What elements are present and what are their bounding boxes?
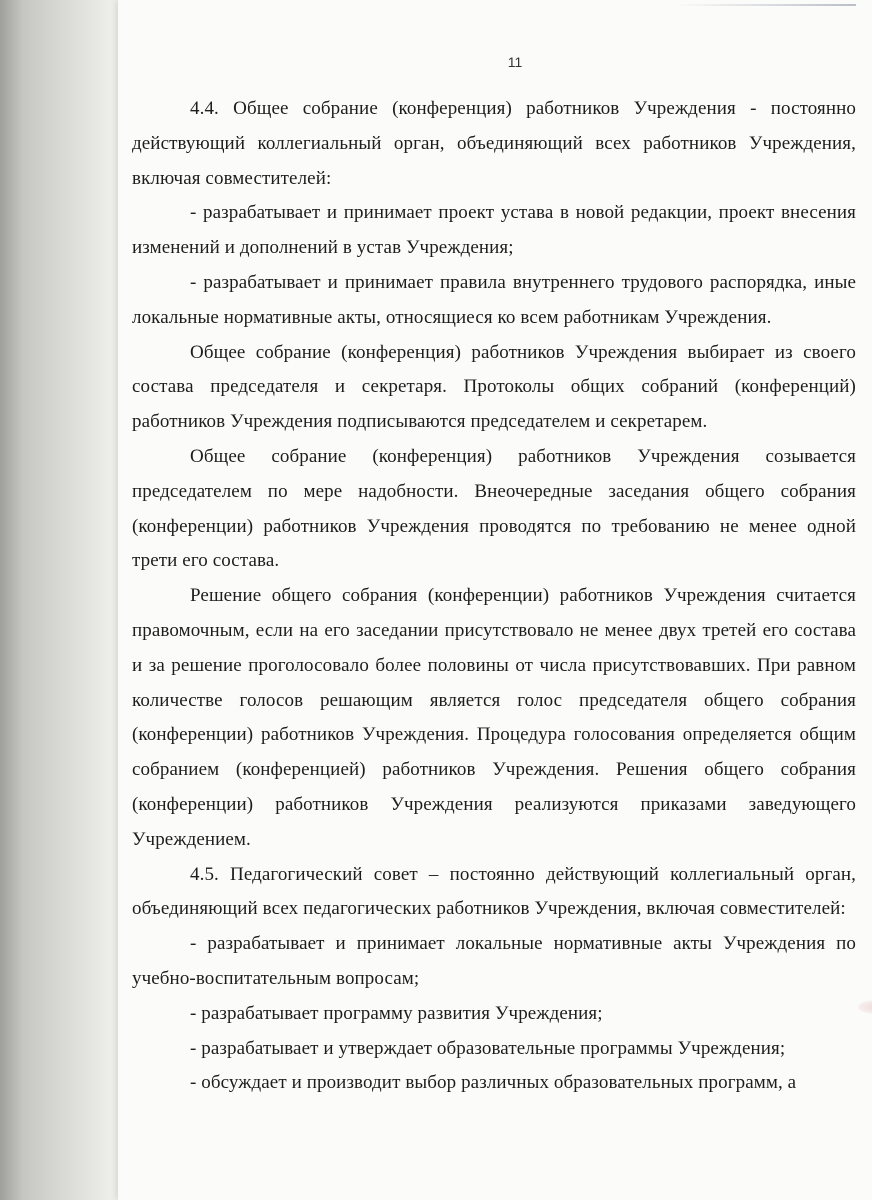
paragraph: Решение общего собрания (конференции) работников Учреждения считается правомочным, если на его заседании присутствовало не менее двух третей его состава и за решение проголосовало более половины от числа присутствовавших. При равном количестве голосов решающим является голос председателя общего собрания (конференции) работников Учреждения. Процедура голосования определяется общим собранием (конференцией) работников Учреждения. Решения общего собрания (конференции) работников Учреждения реализуются приказами заведующего Учреждением. — [132, 585, 856, 850]
paragraph: Общее собрание (конференция) работников Учреждения выбирает из своего состава председателя и секретаря. Протоколы общих собраний (конференций) работников Учреждения подписываются председателем и секретарем. — [132, 341, 856, 433]
page-number: 11 — [507, 54, 523, 70]
scan-edge-shadow — [0, 0, 24, 1200]
list-item: - разрабатывает программу развития Учреждения; — [190, 1002, 603, 1024]
list-item: - разрабатывает и принимает проект устава в новой редакции, проект внесения изменений и дополнений в устав Учреждения; — [132, 202, 856, 259]
document-body — [132, 92, 856, 1101]
paragraph-4-4: 4.4. Общее собрание (конференция) работников Учреждения - постоянно действующий коллегиальный орган, объединяющий всех работников Учреждения, включая совместителей: — [132, 98, 856, 189]
list-item: - обсуждает и производит выбор различных образовательных программ, а — [190, 1072, 797, 1094]
list-item: - разрабатывает и принимает правила внутреннего трудового распорядка, иные локальные нормативные акты, относящиеся ко всем работникам Учреждения. — [132, 271, 856, 328]
paragraph-4-5: 4.5. Педагогический совет – постоянно действующий коллегиальный орган, объединяющий всех педагогических работников Учреждения, включая совместителей: — [132, 863, 856, 920]
scan-smudge — [858, 1000, 872, 1014]
scan-top-mark — [676, 4, 856, 6]
document-page — [118, 0, 872, 1200]
list-item: - разрабатывает и принимает локальные нормативные акты Учреждения по учебно-воспитательным вопросам; — [132, 933, 856, 989]
paragraph: Общее собрание (конференция) работников Учреждения созывается председателем по мере надобности. Внеочередные заседания общего собрания (конференции) работников Учреждения проводятся по требованию не менее одной трети его состава. — [132, 445, 856, 572]
list-item: - разрабатывает и утверждает образовательные программы Учреждения; — [190, 1037, 786, 1059]
